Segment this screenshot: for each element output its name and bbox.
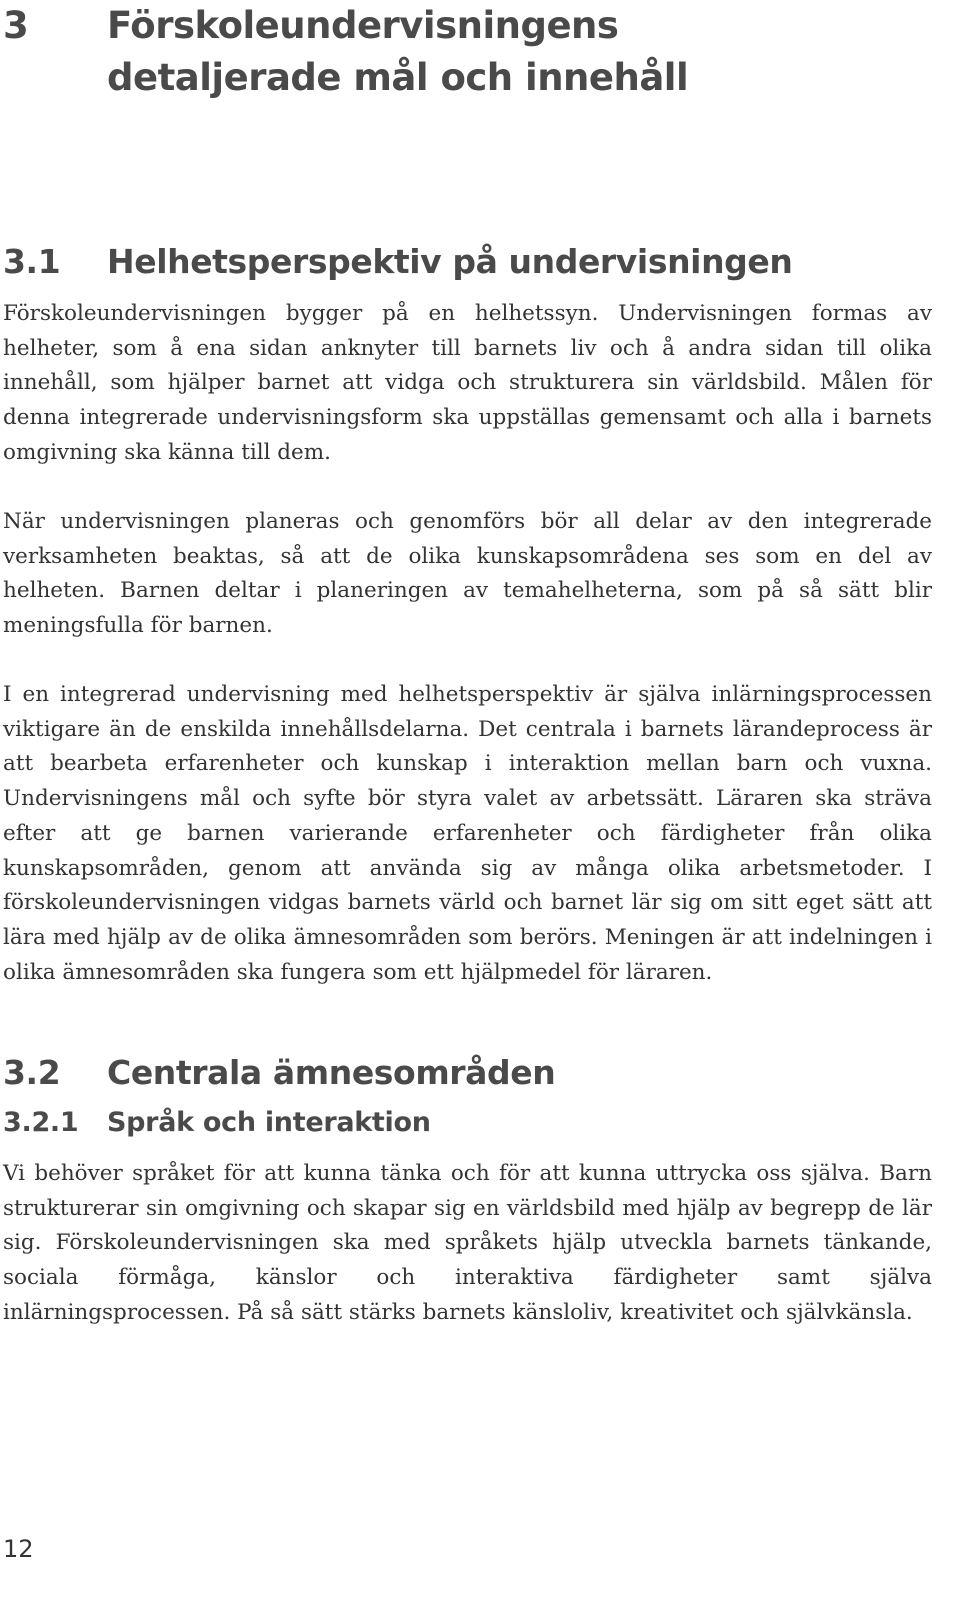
subsection-title: Språk och interaktion	[107, 1107, 431, 1138]
page-number: 12	[3, 1535, 34, 1563]
subsection-number: 3.2.1	[3, 1107, 79, 1138]
section-number: 3.2	[3, 1053, 61, 1092]
paragraph: I en integrerad undervisning med helhetsperspektiv är själva inlärningsprocessen viktigare än de enskilda innehållsdelarna. Det centrala i barnets lärandeprocess är att bearbeta erfarenheter och kunskap i interaktion mellan barn och vuxna. Undervisningens mål och syfte bör styra valet av arbetssätt. Läraren ska sträva efter att ge barnen varierande erfarenheter och färdigheter från olika kunskapsområden, genom att använda sig av många olika arbetsmetoder. I förskoleundervisningen vidgas barnets värld och barnet lär sig om sitt eget sätt att lära med hjälp av de olika ämnesområden som berörs. Meningen är att indelningen i olika ämnesområden ska fungera som ett hjälpmedel för läraren.	[3, 682, 932, 985]
paragraph: Förskoleundervisningen bygger på en helhetssyn. Undervisningen formas av helheter, som å ena sidan anknyter till barnets liv och å andra sidan till olika innehåll, som hjälper barnet att vidga och strukturera sin världsbild. Målen för denna integrerade undervisningsform ska uppställas gemensamt och alla i barnets omgivning ska känna till dem.	[3, 301, 932, 465]
paragraph: Vi behöver språket för att kunna tänka och för att kunna uttrycka oss själva. Barn strukturerar sin omgivning och skapar sig en världsbild med hjälp av begrepp de lär sig. Förskoleundervisningen ska med språkets hjälp utveckla barnets tänkande, sociala förmåga, känslor och interaktiva färdigheter samt själva inlärningsprocessen. På så sätt stärks barnets känsloliv, kreativitet och självkänsla.	[3, 1161, 932, 1325]
section-heading-3-2	[3, 1051, 555, 1095]
chapter-title: Förskoleundervisningens detaljerade mål och innehåll	[107, 4, 689, 99]
section-heading-3-1	[3, 240, 792, 284]
section-number: 3.1	[3, 242, 61, 281]
section-title: Centrala ämnesområden	[107, 1053, 556, 1092]
section-title: Helhetsperspektiv på undervisningen	[107, 242, 793, 281]
chapter-heading	[3, 0, 827, 104]
paragraph: När undervisningen planeras och genomförs bör all delar av den integrerade verksamheten beaktas, så att de olika kunskapsområdena ses som en del av helheten. Barnen deltar i planeringen av temahelheterna, som på så sätt blir meningsfulla för barnen.	[3, 509, 932, 639]
subsection-heading-3-2-1	[3, 1105, 431, 1141]
chapter-number: 3	[3, 4, 29, 47]
